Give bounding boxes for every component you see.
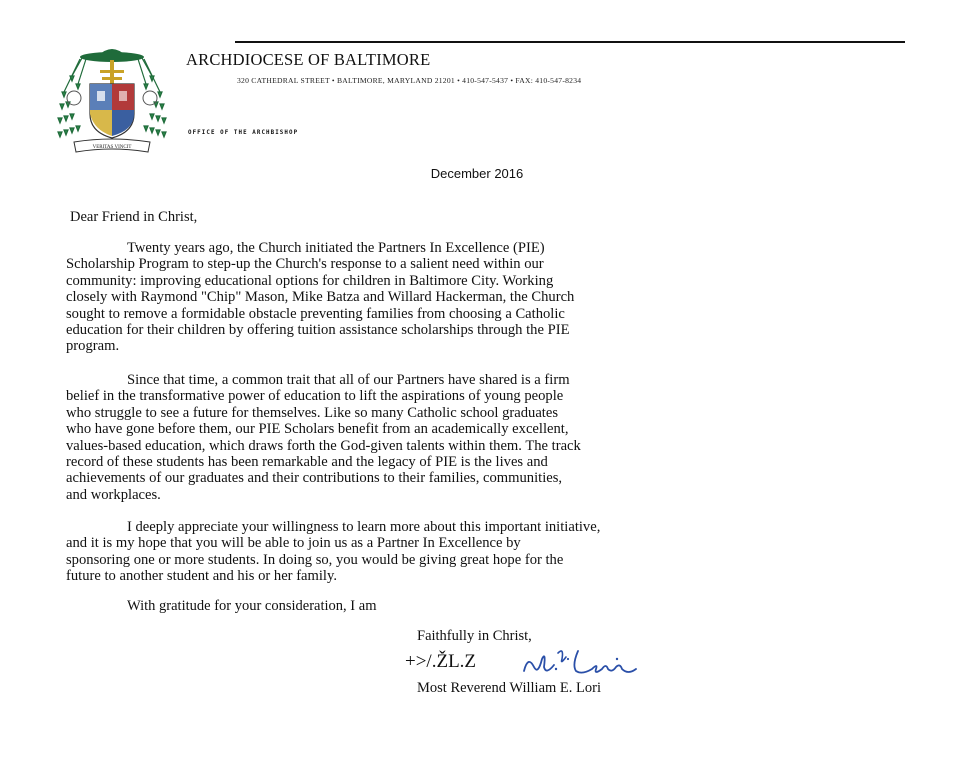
salutation: Dear Friend in Christ,: [70, 209, 198, 225]
paragraph-line: who have gone before them, our PIE Scholars benefit from an academically excellent,: [66, 421, 569, 438]
paragraph-line: Since that time, a common trait that all of our Partners have shared is a firm: [127, 372, 570, 388]
crest-motto: VERITAS VINCIT: [92, 145, 132, 150]
signer-name: Most Reverend William E. Lori: [417, 680, 601, 696]
org-name: ARCHDIOCESE OF BALTIMORE: [186, 50, 431, 69]
org-address: 320 CATHEDRAL STREET • BALTIMORE, MARYLAND 21201 • 410-547-5437 • FAX: 410-547-8234: [237, 76, 582, 85]
archdiocese-crest-icon: [52, 44, 172, 156]
paragraph-2: [66, 372, 872, 503]
paragraph-line: future to another student and his or her family.: [66, 568, 337, 585]
paragraph-line: education for their children by offering tuition assistance scholarships through the PIE: [66, 322, 570, 339]
paragraph-line: Twenty years ago, the Church initiated the Partners In Excellence (PIE): [127, 240, 545, 256]
paragraph-line: sponsoring one or more students. In doing so, you would be giving great hope for the: [66, 551, 564, 568]
paragraph-line: program.: [66, 338, 120, 355]
paragraph-line: sought to remove a formidable obstacle preventing families from choosing a Catholic: [66, 305, 565, 322]
office-line: OFFICE OF THE ARCHBISHOP: [188, 130, 299, 136]
handwritten-signature: [520, 645, 640, 679]
paragraph-line: belief in the transformative power of education to lift the aspirations of young people: [66, 388, 564, 405]
paragraph-3: [66, 519, 872, 585]
faithfully-line: Faithfully in Christ,: [417, 628, 532, 644]
paragraph-line: values-based education, which draws forth the God-given talents within them. The track: [66, 437, 581, 454]
paragraph-line: Scholarship Program to step-up the Church's response to a salient need within our: [66, 256, 544, 273]
paragraph-line: who struggle to see a future for themselves. Like so many Catholic school graduates: [66, 404, 559, 421]
paragraph-line: closely with Raymond "Chip" Mason, Mike Batza and Willard Hackerman, the Church: [66, 289, 575, 306]
paragraph-line: and it is my hope that you will be able to join us as a Partner In Excellence by: [66, 535, 521, 552]
letter-date: December 2016: [430, 166, 524, 181]
paragraph-line: community: improving educational options for children in Baltimore City. Working: [66, 272, 554, 289]
header-rule: [235, 41, 905, 43]
paragraph-line: and workplaces.: [66, 486, 161, 503]
paragraph-line: record of these students has been remarkable and the legacy of PIE is the lives and: [66, 454, 548, 471]
paragraph-line: I deeply appreciate your willingness to learn more about this important initiative,: [127, 519, 601, 535]
closing-line: With gratitude for your consideration, I am: [127, 598, 377, 614]
paragraph-1: [66, 240, 872, 355]
paragraph-line: achievements of our graduates and their contributions to their families, communities,: [66, 470, 563, 487]
signature-glyphs: +>/.ŽL.Z: [405, 651, 477, 672]
